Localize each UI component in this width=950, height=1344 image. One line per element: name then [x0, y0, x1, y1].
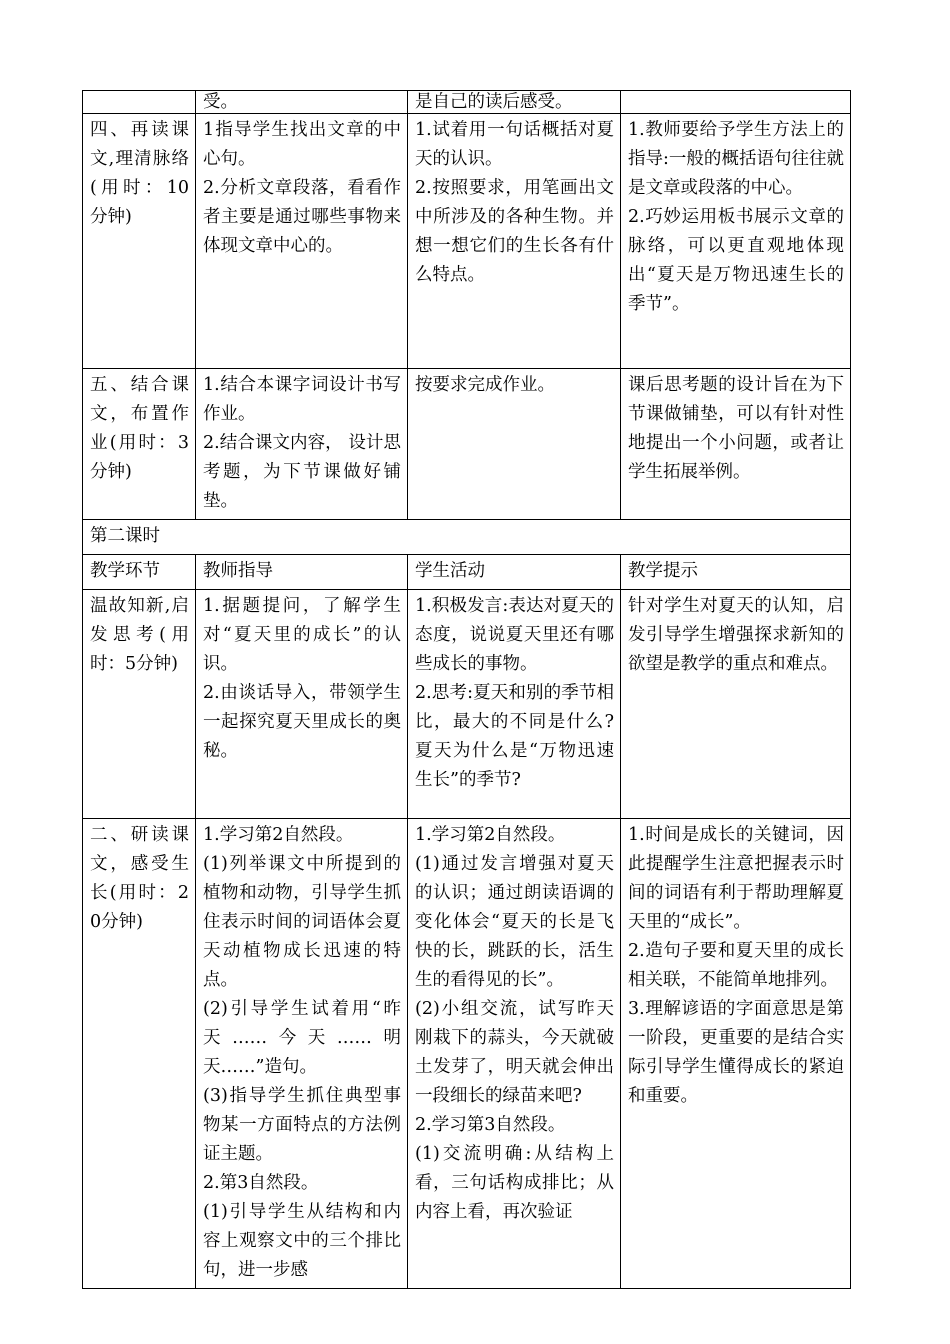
- table-row: [83, 590, 851, 819]
- stage-cell: [83, 91, 196, 114]
- stage-cell: [83, 369, 196, 520]
- table-row: [83, 369, 851, 520]
- cell-line: (1)交流明确:从结构上看，三句话构成排比；从内容上看，再次验证: [415, 1144, 614, 1222]
- cell-line: 二、研读课文，感受生长(用时：20分钟): [90, 825, 189, 932]
- student-activity-cell: [408, 369, 621, 520]
- stage-cell: [83, 114, 196, 369]
- cell-line: 2.学习第3自然段。: [415, 1115, 566, 1135]
- cell-line: 2.由谈话导入，带领学生一起探究夏天里成长的奥秘。: [203, 683, 401, 761]
- cell-line: 1.据题提问，了解学生对“夏天里的成长”的认识。: [203, 596, 401, 674]
- cell-line: 1指导学生找出文章的中心句。: [203, 120, 401, 169]
- cell-line: 受。: [203, 92, 238, 112]
- cell-line: 2.结合课文内容， 设计思考题，为下节课做好铺垫。: [203, 433, 401, 511]
- header-row: [83, 555, 851, 590]
- cell-line: 1.结合本课字词设计书写作业。: [203, 375, 401, 424]
- teacher-guidance-cell: [196, 819, 408, 1289]
- student-activity-cell: [408, 819, 621, 1289]
- column-header: 学生活动: [408, 555, 621, 590]
- teaching-tip-cell: [621, 114, 851, 369]
- cell-line: 按要求完成作业。: [415, 375, 555, 395]
- lesson-plan-table: [82, 90, 851, 1289]
- cell-line: 1.学习第2自然段。: [415, 825, 566, 845]
- table-row: [83, 819, 851, 1289]
- cell-line: 1.试着用一句话概括对夏天的认识。: [415, 120, 614, 169]
- student-activity-cell: [408, 91, 621, 114]
- cell-line: 3.理解谚语的字面意思是第一阶段，更重要的是结合实际引导学生懂得成长的紧迫和重要。: [628, 999, 844, 1106]
- cell-line: 1.积极发言:表达对夏天的态度，说说夏天里还有哪些成长的事物。: [415, 596, 614, 674]
- teaching-tip-cell: [621, 369, 851, 520]
- teacher-guidance-cell: [196, 369, 408, 520]
- cell-line: (1)引导学生从结构和内容上观察文中的三个排比句，进一步感: [203, 1202, 401, 1280]
- cell-line: (1)通过发言增强对夏天的认识；通过朗读语调的变化体会“夏天的长是飞快的长，跳跃的长，活生生的看得见的长”。: [415, 854, 614, 990]
- cell-line: (2)小组交流，试写昨天刚栽下的蒜头，今天就破土发芽了，明天就会伸出一段细长的绿苗来吧?: [415, 999, 614, 1106]
- cell-line: 2.分析文章段落，看看作者主要是通过哪些事物来体现文章中心的。: [203, 178, 401, 256]
- cell-line: (2)引导学生试着用“昨天……今天……明天……”造句。: [203, 999, 401, 1077]
- teacher-guidance-cell: [196, 114, 408, 369]
- table-row: [83, 114, 851, 369]
- cell-line: 五、结合课文，布置作业(用时：3分钟): [90, 375, 189, 482]
- table-row: [83, 91, 851, 114]
- teaching-tip-cell: [621, 91, 851, 114]
- cell-line: 1.教师要给予学生方法上的指导:一般的概括语句往往就是文章或段落的中心。: [628, 120, 844, 198]
- cell-line: (3)指导学生抓住典型事物某一方面特点的方法例证主题。: [203, 1086, 401, 1164]
- cell-line: (1)列举课文中所提到的植物和动物，引导学生抓住表示时间的词语体会夏天动植物成长迅速的特点。: [203, 854, 401, 990]
- cell-line: 1.学习第2自然段。: [203, 825, 354, 845]
- cell-line: 是自己的读后感受。: [415, 92, 573, 112]
- cell-line: 2.巧妙运用板书展示文章的脉络，可以更直观地体现出“夏天是万物迅速生长的季节”。: [628, 207, 844, 314]
- cell-line: 课后思考题的设计旨在为下节课做铺垫，可以有针对性地提出一个小问题，或者让学生拓展举例。: [628, 375, 844, 482]
- cell-line: 温故知新,启发思考(用时：5分钟): [90, 596, 189, 674]
- column-header: 教师指导: [196, 555, 408, 590]
- cell-line: 2.第3自然段。: [203, 1173, 319, 1193]
- cell-line: 1.时间是成长的关键词，因此提醒学生注意把握表示时间的词语有利于帮助理解夏天里的“成长”。: [628, 825, 844, 932]
- student-activity-cell: [408, 590, 621, 819]
- teaching-tip-cell: [621, 819, 851, 1289]
- teacher-guidance-cell: [196, 91, 408, 114]
- cell-line: 2.思考:夏天和别的季节相比，最大的不同是什么?夏天为什么是“万物迅速生长”的季节?: [415, 683, 614, 790]
- teaching-tip-cell: [621, 590, 851, 819]
- column-header: 教学提示: [621, 555, 851, 590]
- stage-cell: [83, 819, 196, 1289]
- cell-line: 四、再读课文,理清脉络(用时：10分钟): [90, 120, 189, 227]
- column-header: 教学环节: [83, 555, 196, 590]
- cell-line: 针对学生对夏天的认知，启发引导学生增强探求新知的欲望是教学的重点和难点。: [628, 596, 844, 674]
- student-activity-cell: [408, 114, 621, 369]
- cell-line: 2.造句子要和夏天里的成长相关联，不能简单地排列。: [628, 941, 844, 990]
- stage-cell: [83, 590, 196, 819]
- section-row: [83, 520, 851, 555]
- section-title: 第二课时: [83, 520, 851, 555]
- cell-line: 2.按照要求，用笔画出文中所涉及的各种生物。并想一想它们的生长各有什么特点。: [415, 178, 614, 285]
- teacher-guidance-cell: [196, 590, 408, 819]
